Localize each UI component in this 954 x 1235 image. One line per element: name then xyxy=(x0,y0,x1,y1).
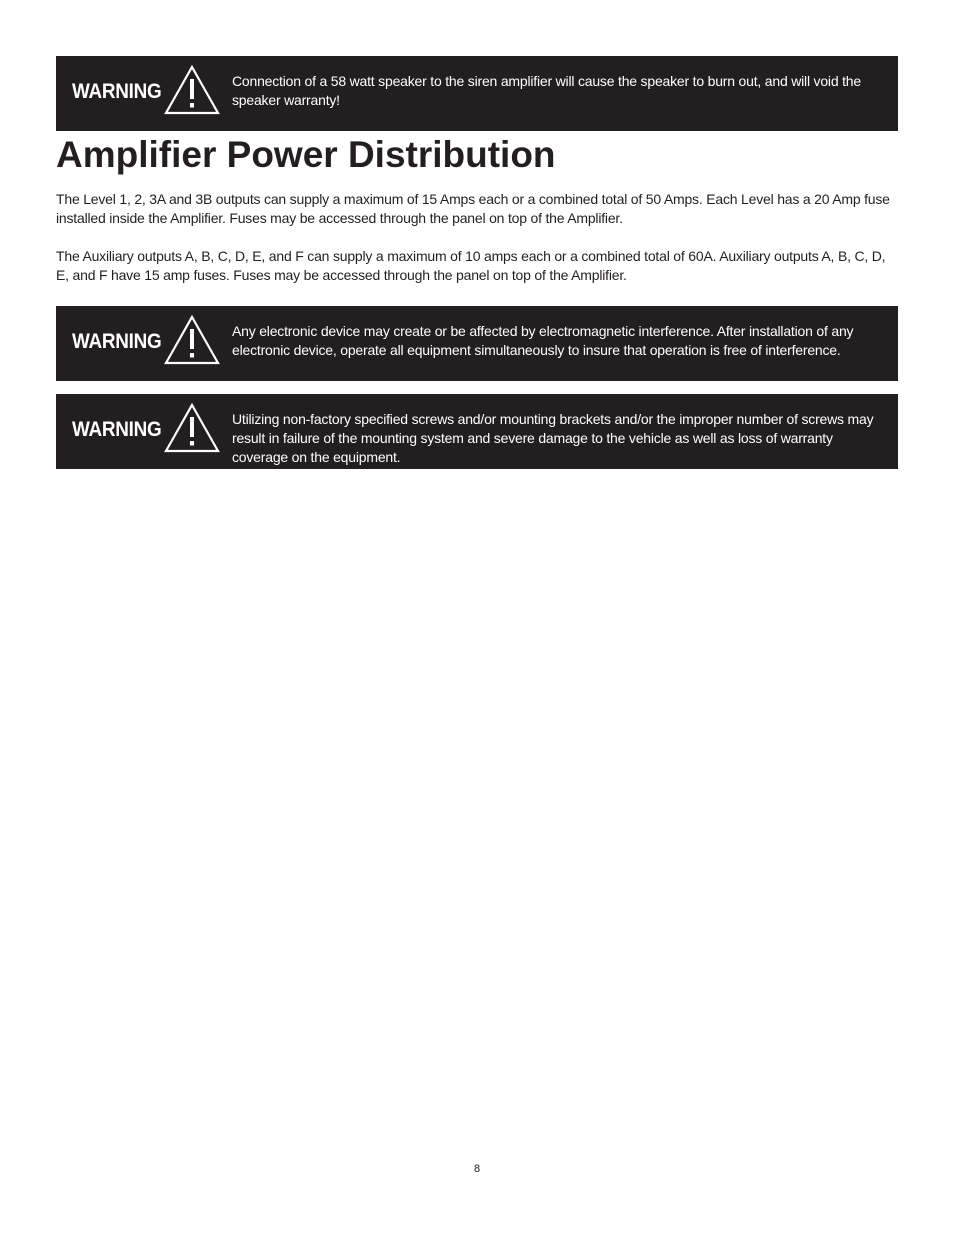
paragraph-level-outputs: The Level 1, 2, 3A and 3B outputs can supply a maximum of 15 Amps each or a combined total of 50 Amps. Each Level has a 20 Amp fuse installed inside the Amplifier. Fuses may be accessed through the panel on top of the Amplifier. xyxy=(56,191,890,226)
warning-text: Utilizing non-factory specified screws and/or mounting brackets and/or the improper number of screws may result in failure of the mounting system and severe damage to the vehicle as well as loss of warranty coverage on the equipment. xyxy=(232,411,874,465)
warning-text: Any electronic device may create or be affected by electromagnetic interference. After installation of any electronic device, operate all equipment simultaneously to insure that operation is free of interference. xyxy=(232,323,854,358)
warning-triangle-icon xyxy=(163,64,221,116)
warning-triangle-icon xyxy=(163,402,221,454)
warning-text: Connection of a 58 watt speaker to the siren amplifier will cause the speaker to burn out, and will void the speaker warranty! xyxy=(232,73,861,108)
page-number: 8 xyxy=(473,1163,481,1175)
warning-box-screws xyxy=(56,394,898,469)
warning-label: WARNING xyxy=(72,330,162,353)
warning-box-interference xyxy=(56,306,898,381)
warning-box-speaker xyxy=(56,56,898,131)
warning-triangle-icon xyxy=(163,314,221,366)
paragraph-auxiliary-outputs: The Auxiliary outputs A, B, C, D, E, and F can supply a maximum of 10 amps each or a combined total of 60A. Auxiliary outputs A, B, C, D, E, and F have 15 amp fuses. Fuses may be accessed through the panel on top of the Amplifier. xyxy=(56,248,886,283)
warning-label: WARNING xyxy=(72,418,162,441)
page-title: Amplifier Power Distribution xyxy=(56,134,556,175)
warning-label: WARNING xyxy=(72,80,162,103)
